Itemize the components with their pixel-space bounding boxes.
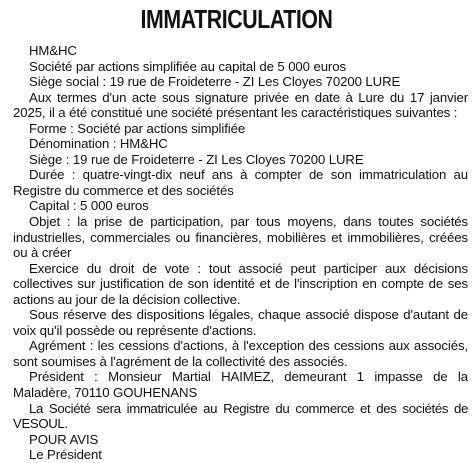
share-transfer-approval: Agrément : les cessions d'actions, à l'exception des cessions aux associés, sont soumises à l'agrément de la collectivité des associés. <box>13 338 468 369</box>
signature-president: Le Président <box>29 447 102 463</box>
voting-rights: Exercice du droit de vote : tout associé peut participer aux décisions collectives sur justification de son identité et de l'inscription en compte de ses actions au jour de la décision collective. <box>13 260 468 307</box>
company-type-capital: Société par actions simplifiée au capital de 5 000 euros <box>29 58 346 74</box>
capital: Capital : 5 000 euros <box>29 198 149 214</box>
legal-form: Forme : Société par actions simplifiée <box>29 120 246 136</box>
head-office: Siège : 19 rue de Froideterre - ZI Les Cloyes 70200 LURE <box>29 151 364 167</box>
duration: Durée : quatre-vingt-dix neuf ans à compter de son immatriculation au Registre du commerce et des sociétés <box>13 167 468 198</box>
registration-court: La Société sera immatriculée au Registre du commerce et des sociétés de VESOUL. <box>13 400 468 432</box>
votes-per-share: Sous réserve des dispositions légales, chaque associé dispose d'autant de voix qu'il possède ou représente d'actions. <box>13 307 468 338</box>
deed-statement: Aux termes d'un acte sous signature privée en date à Lure du 17 janvier 2025, il a été constitué une société présentant les caractéristiques suivantes : <box>13 89 468 121</box>
company-name: HM&HC <box>29 43 77 58</box>
president: Président : Monsieur Martial HAIMEZ, demeurant 1 impasse de la Maladère, 70110 GOUHENANS <box>13 369 468 401</box>
pour-avis: POUR AVIS <box>29 431 99 447</box>
notice-title: IMMATRICULATION <box>140 4 333 34</box>
corporate-purpose: Objet : la prise de participation, par tous moyens, dans toutes sociétés industrielles, commerciales ou financières, mobilières et immobilières, créées ou à créer <box>13 214 468 261</box>
notice-body <box>13 43 468 463</box>
registered-office: Siège social : 19 rue de Froideterre - ZI Les Cloyes 70200 LURE <box>29 74 401 90</box>
denomination: Dénomination : HM&HC <box>29 136 168 152</box>
